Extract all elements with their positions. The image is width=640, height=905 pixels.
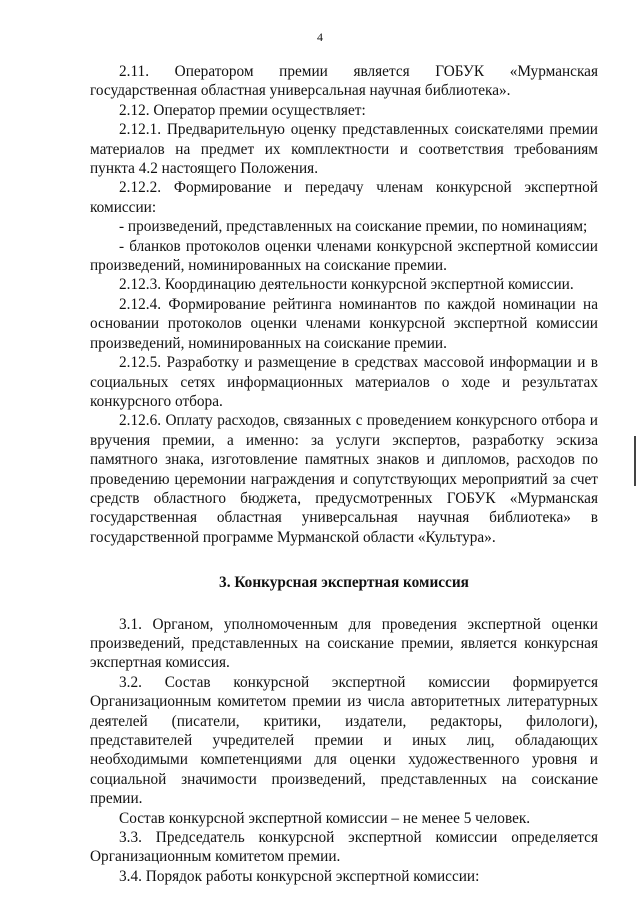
document-body	[90, 62, 598, 886]
paragraph-2-12-4: 2.12.4. Формирование рейтинга номинантов по каждой номинации на основании протоколов оценки членами конкурсной экспертной комиссии произведений, номинированных на соискание премии.	[90, 295, 598, 352]
paragraph-2-12-5: 2.12.5. Разработку и размещение в средствах массовой информации и в социальных сетях информационных материалов о ходе и результатах конкурсного отбора.	[90, 354, 598, 410]
paragraph-2-11: 2.11. Оператором премии является ГОБУК «Мурманская государственная областная универсальная научная библиотека».	[90, 63, 598, 100]
paragraph-2-12-3: 2.12.3. Координацию деятельности конкурсной экспертной комиссии.	[119, 276, 574, 294]
paragraph-3-1: 3.1. Органом, уполномоченным для проведения экспертной оценки произведений, представленных на соискание премии, является конкурсная экспертная комиссия.	[90, 615, 598, 672]
paragraph-3-4: 3.4. Порядок работы конкурсной экспертной комиссии:	[119, 867, 480, 885]
paragraph-3-2: 3.2. Состав конкурсной экспертной комиссии формируется Организационным комитетом премии из числа авторитетных литературных деятелей (писатели, критики, издатели, редакторы, филологи), представителей учредителей премии и иных лиц, обладающих необходимыми компетенциями для оценки художественного уровня и социальной значимости произведений, представленных на соискание премии.	[90, 673, 598, 808]
paragraph-2-12-1: 2.12.1. Предварительную оценку представленных соискателями премии материалов на предмет их комплектности и соответствия требованиям пункта 4.2 настоящего Положения.	[90, 121, 598, 178]
list-item-works: - произведений, представленных на соискание премии, по номинациям;	[119, 218, 588, 236]
paragraph-commission-size: Состав конкурсной экспертной комиссии – не менее 5 человек.	[119, 809, 531, 827]
paragraph-2-12: 2.12. Оператор премии осуществляет:	[119, 101, 366, 119]
page-number: 4	[317, 30, 323, 44]
section-heading: 3. Конкурсная экспертная комиссия	[219, 574, 469, 592]
paragraph-2-12-2: 2.12.2. Формирование и передачу членам конкурсной экспертной комиссии:	[90, 179, 598, 216]
list-item-forms: - бланков протоколов оценки членами конкурсной экспертной комиссии произведений, номинированных на соискание премии.	[90, 237, 598, 275]
paragraph-3-3: 3.3. Председатель конкурсной экспертной комиссии определяется Организационным комитетом премии.	[90, 829, 598, 866]
paragraph-2-12-6: 2.12.6. Оплату расходов, связанных с проведением конкурсного отбора и вручения премии, а именно: за услуги экспертов, разработку эскиза памятного знака, изготовление памятных знаков и дипломов, расходов по проведению церемонии награждения и сопутствующих мероприятий за счет средств областного бюджета, предусмотренных ГОБУК «Мурманская государственная областная универсальная научная библиотека» в государственной программе Мурманской области «Культура».	[90, 412, 598, 546]
scan-edge-mark	[634, 436, 636, 486]
